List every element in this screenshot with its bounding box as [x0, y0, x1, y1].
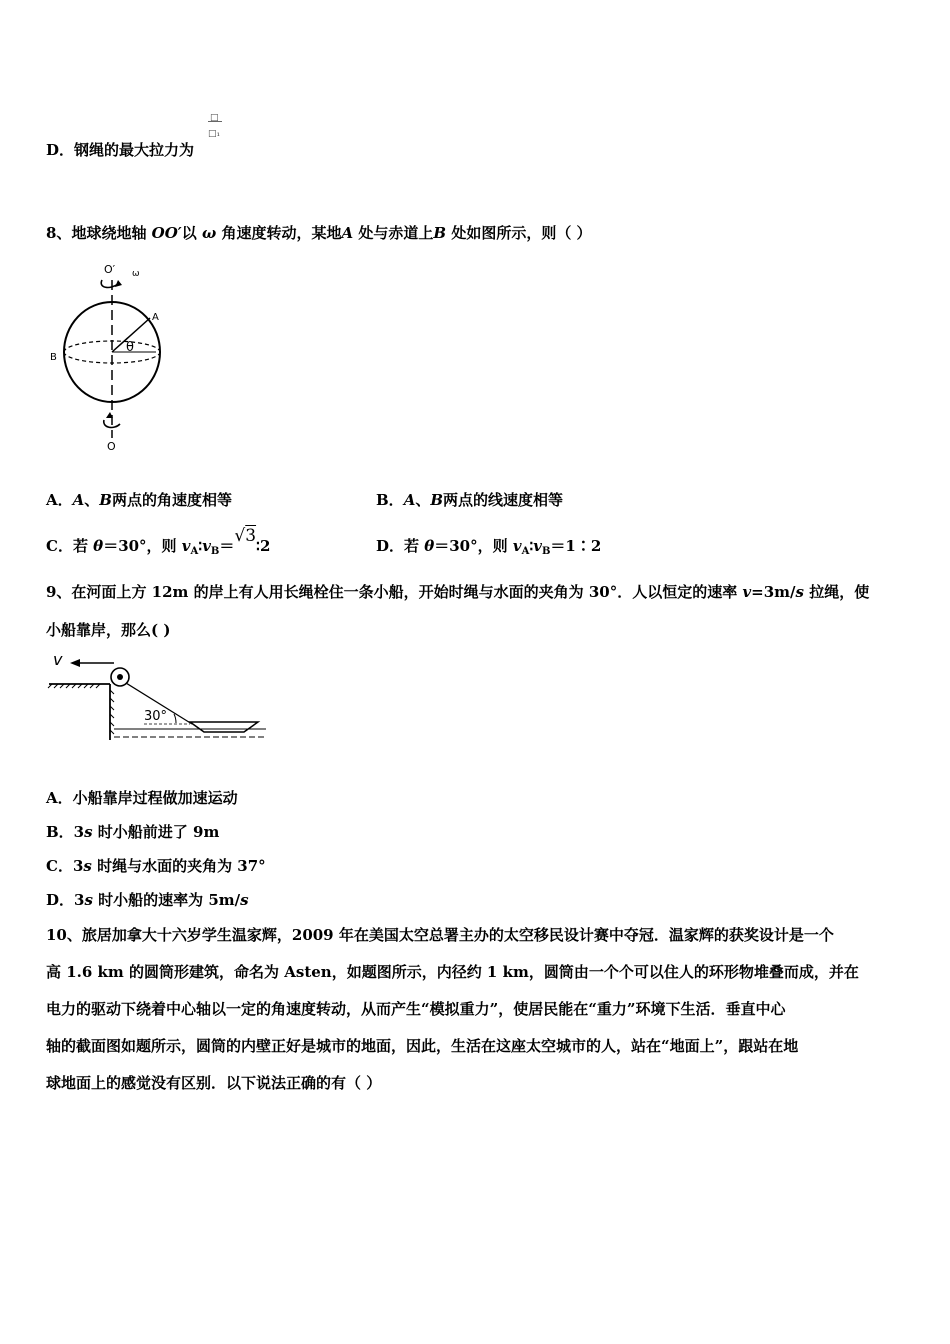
label-theta: θ [126, 340, 134, 355]
q8-omega: ω [202, 224, 217, 242]
q9-option-d: D．3s 时小船的速率为 5m/s [46, 891, 249, 909]
q9-option-a: A．小船靠岸过程做加速运动 [46, 789, 238, 807]
label-b: B [50, 352, 57, 363]
q9-option-c: C．3s 时绳与水面的夹角为 37° [46, 857, 266, 875]
label-a: A [152, 312, 159, 323]
label-angle: 30° [144, 709, 168, 724]
q10-line-3: 电力的驱动下绕着中心轴以一定的角速度转动，从而产生“模拟重力”，使居民能在“重力”环境下生活．垂直中心 [46, 1000, 786, 1018]
label-o-prime: O′ [104, 263, 116, 276]
sqrt-3: √3 [234, 526, 257, 546]
q10-line-2: 高 1.6 km 的圆筒形建筑，命名为 Asten，如题图所示，内径约 1 km，圆筒由一个个可以住人的环形物堆叠而成，并在 [46, 963, 859, 981]
q9-stem-line-1: 9、在河面上方 12m 的岸上有人用长绳栓住一条小船，开始时绳与水面的夹角为 30°．人以恒定的速率 v=3m/s 拉绳，使 [46, 583, 870, 601]
q8-option-a: A．A、B两点的角速度相等 [46, 491, 232, 509]
label-omega: ω [132, 269, 140, 279]
q10-line-5: 球地面上的感觉没有区别．以下说法正确的有（ ） [46, 1074, 382, 1092]
boat [190, 722, 258, 732]
boat-pulley-figure [44, 650, 274, 745]
q10-line-1: 10、旅居加拿大十六岁学生温家辉，2009 年在美国太空总署主办的太空移民设计赛中夺冠．温家辉的获奖设计是一个 [46, 926, 834, 944]
q8-option-d: D．若 θ＝30°，则 $v_A∶v_B=1∶2$ [376, 537, 602, 557]
q8-option-c: C．若 θ＝30°，则 $v_A∶v_B=√3∶2$ [46, 526, 271, 557]
q8-option-b: B．A、B两点的线速度相等 [376, 491, 564, 509]
top-arrow-head [115, 280, 122, 287]
q7-frac-denominator: □₁ [208, 129, 221, 139]
q7-frac-numerator: □ [210, 113, 219, 123]
pulley-hub [117, 674, 123, 680]
q8-stem: 8、地球绕地轴 OO′以 ω 角速度转动，某地A 处与赤道上B 处如图所示，则（ ） [46, 224, 592, 242]
q7-frac-bar [208, 121, 222, 122]
q9-stem-line-2: 小船靠岸，那么( ) [46, 621, 171, 639]
q7-option-d [46, 140, 194, 160]
sqrt-sign: √ [234, 526, 246, 546]
angle-arc [174, 714, 176, 723]
earth-rotation-figure [44, 258, 174, 458]
q8-number: 8、 [46, 224, 72, 242]
label-o: O [107, 440, 116, 453]
velocity-arrow-head [70, 659, 80, 667]
label-v: v [53, 650, 63, 669]
q10-line-4: 轴的截面图如题所示，圆筒的内壁正好是城市的地面，因此，生活在这座太空城市的人，站在“地面上”，跟站在地 [46, 1037, 799, 1055]
q8-axis: OO′ [151, 224, 182, 242]
q7-option-d-text: D．钢绳的最大拉力为 [46, 141, 195, 159]
q9-option-b: B．3s 时小船前进了 9m [46, 823, 220, 841]
